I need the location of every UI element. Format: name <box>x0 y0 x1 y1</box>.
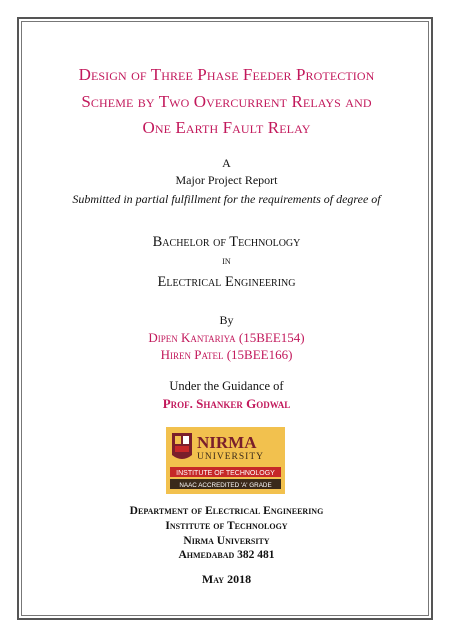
guide-name: Prof. Shanker Godwal <box>162 396 291 411</box>
nirma-university-logo <box>166 427 285 494</box>
degree-line-1: Bachelor of Technology <box>152 234 301 250</box>
degree-line-3: Electrical Engineering <box>157 274 296 290</box>
submitted-statement: Submitted in partial fulfillment for the requirements of degree of <box>72 192 381 206</box>
title-line-3: One Earth Fault Relay <box>142 118 311 137</box>
by-label: By <box>219 313 234 327</box>
author-1: Dipen Kantariya (15BEE154) <box>148 330 305 345</box>
department-line-4: Ahmedabad 382 481 <box>178 549 275 561</box>
department-line-2: Institute of Technology <box>165 520 288 532</box>
logo-sub: UNIVERSITY <box>197 452 264 462</box>
author-2: Hiren Patel (15BEE166) <box>160 347 293 362</box>
title-line-2: Scheme by Two Overcurrent Relays and <box>81 92 372 111</box>
guidance-label: Under the Guidance of <box>169 379 284 393</box>
title-line-1: Design of Three Phase Feeder Protection <box>78 65 375 84</box>
logo-name: NIRMA <box>197 433 257 452</box>
logo-naac: NAAC ACCREDITED 'A' GRADE <box>179 482 272 489</box>
department-line-3: Nirma University <box>183 535 270 547</box>
submission-date: May 2018 <box>201 572 252 586</box>
report-type: Major Project Report <box>175 173 278 187</box>
degree-line-2: in <box>222 253 231 267</box>
logo-shield-icon <box>172 433 192 459</box>
department-line-1: Department of Electrical Engineering <box>129 505 324 517</box>
report-article: A <box>222 156 231 170</box>
logo-institute: INSTITUTE OF TECHNOLOGY <box>176 470 275 477</box>
